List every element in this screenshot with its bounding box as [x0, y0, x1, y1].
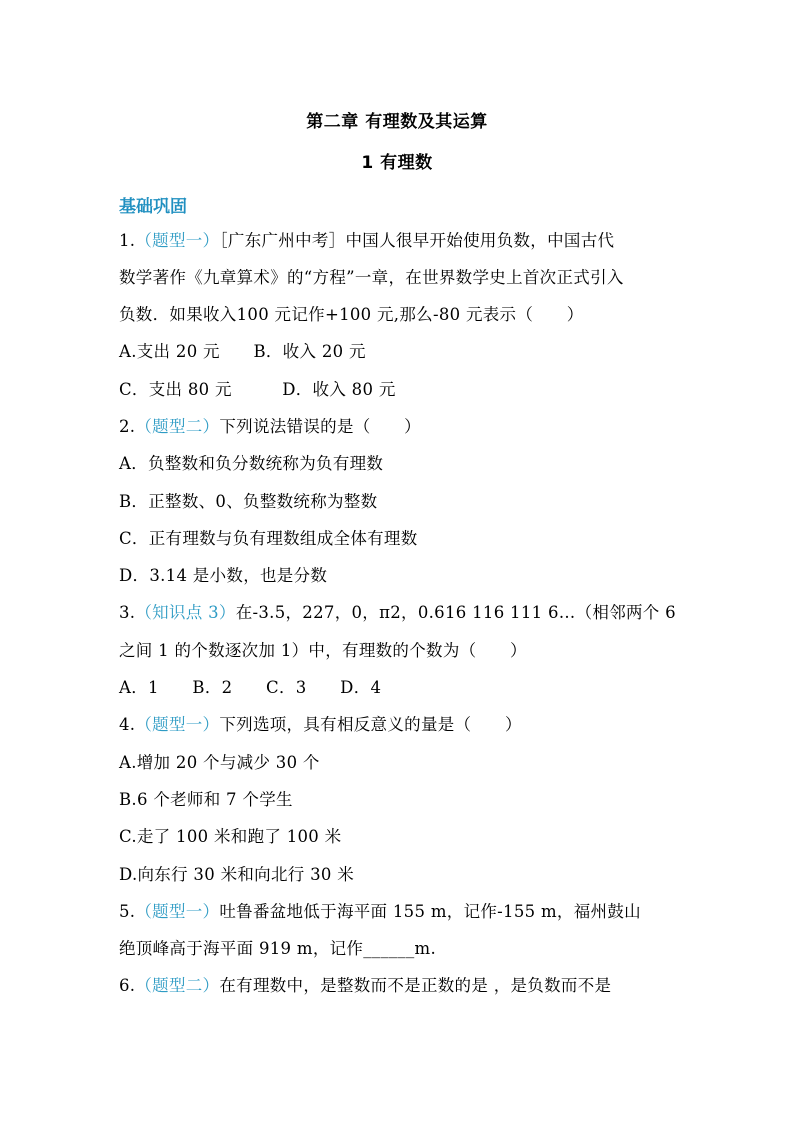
q4-option-d: D.向东行 30 米和向北行 30 米 [119, 865, 355, 884]
q1-tag: （题型一） [135, 231, 220, 250]
q1-line3: 负数．如果收入100 元记作+100 元,那么-80 元表示（ ） [119, 305, 584, 324]
q1-options-cd: C．支出 80 元 D．收入 80 元 [119, 380, 396, 399]
q5-number: 5. [119, 902, 136, 921]
q4-line1 [119, 713, 679, 737]
q1-number: 1. [119, 231, 136, 250]
section-title: 1 有理数 [361, 153, 433, 173]
q6-line1 [119, 974, 679, 998]
q3-line2: 之间 1 的个数逐次加 1）中，有理数的个数为（ ） [119, 641, 527, 660]
q3-tag: （知识点 3） [135, 603, 236, 622]
q5-tag: （题型一） [135, 902, 220, 921]
q2-tag: （题型二） [135, 417, 220, 436]
q4-number: 4. [119, 715, 136, 734]
q4-option-a: A.增加 20 个与减少 30 个 [119, 753, 320, 772]
q1-line1 [119, 229, 679, 253]
q2-option-c: C．正有理数与负有理数组成全体有理数 [119, 529, 418, 548]
q5-line1 [119, 900, 679, 924]
q1-options-ab: A.支出 20 元 B．收入 20 元 [119, 342, 366, 361]
q2-option-d: D．3.14 是小数，也是分数 [119, 566, 328, 585]
chapter-title: 第二章 有理数及其运算 [306, 112, 488, 132]
q6-text: 在有理数中，是整数而不是正数的是 ，是负数而不是 [219, 976, 612, 995]
q6-number: 6. [119, 976, 136, 995]
section-label: 基础巩固 [119, 197, 187, 217]
q2-option-b: B．正整数、0、负整数统称为整数 [119, 492, 378, 511]
q4-text: 下列选项，具有相反意义的量是（ ） [219, 715, 522, 734]
q2-text: 下列说法错误的是（ ） [219, 417, 421, 436]
q1-text: ［广东广州中考］中国人很早开始使用负数，中国古代 [219, 231, 615, 250]
q6-tag: （题型二） [135, 976, 220, 995]
q1-line2: 数学著作《九章算术》的“方程”一章，在世界数学史上首次正式引入 [119, 268, 624, 287]
q5-line2: 绝顶峰高于海平面 919 m，记作______m. [119, 939, 437, 958]
q2-option-a: A．负整数和负分数统称为负有理数 [119, 454, 384, 473]
q4-tag: （题型一） [135, 715, 220, 734]
q4-option-b: B.6 个老师和 7 个学生 [119, 790, 293, 809]
q3-text: 在-3.5，227，0，π2，0.616 116 111 6…（相邻两个 6 [235, 603, 676, 622]
q3-options: A．1 B．2 C．3 D．4 [119, 678, 382, 697]
q2-line1 [119, 415, 679, 439]
q3-number: 3. [119, 603, 136, 622]
q2-number: 2. [119, 417, 136, 436]
q3-line1 [119, 601, 679, 625]
q4-option-c: C.走了 100 米和跑了 100 米 [119, 827, 342, 846]
q5-text: 吐鲁番盆地低于海平面 155 m，记作-155 m，福州鼓山 [219, 902, 641, 921]
